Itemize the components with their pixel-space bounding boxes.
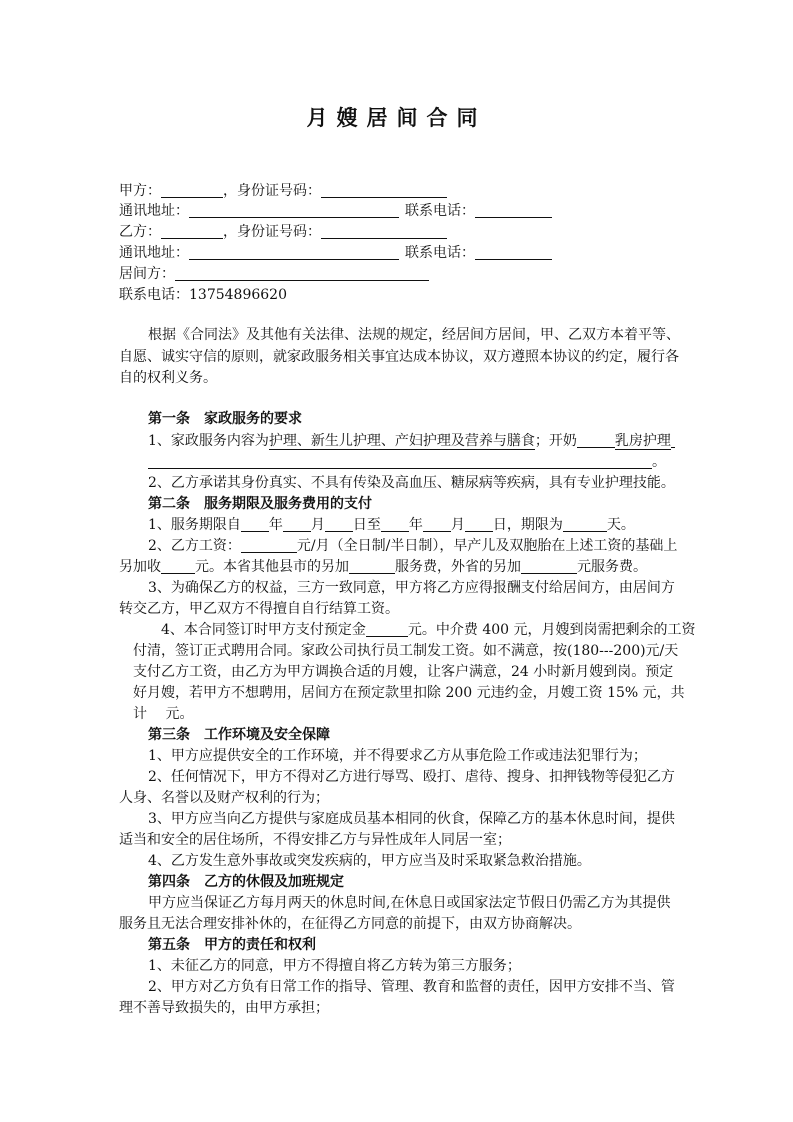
- article-1-item-2: 2、乙方承诺其身份真实、不具有传染及高血压、糖尿病等疾病，具有专业护理技能。: [148, 475, 675, 491]
- article-2-item-2-cont: 另加收 元。本省其他县市的另加 服务费，外省的另加 元服务费。: [119, 559, 647, 575]
- deposit-blank[interactable]: [366, 621, 408, 637]
- article-3-item-2-cont: 人身、名誉以及财产权利的行为；: [119, 790, 329, 806]
- party-a-address-blank[interactable]: [189, 202, 399, 218]
- party-b-id-blank[interactable]: [321, 223, 447, 239]
- article-1-item-1-cont: 。: [148, 452, 666, 473]
- party-a-address-line: 通讯地址： 联系电话：: [119, 201, 552, 222]
- article-3-item-1: 1、甲方应提供安全的工作环境，并不得要求乙方从事危险工作或违法犯罪行为；: [148, 748, 647, 764]
- article-1-item-1: 1、家政服务内容为护理、新生儿护理、产妇护理及营养与膳食；开奶 乳房护理: [148, 431, 675, 452]
- article-2-item-4-l4: 好月嫂，若甲方不想聘用，居间方在预定款里扣除 200 元违约金，月嫂工资 15% 元，共: [133, 685, 685, 701]
- article-3-item-2: 2、任何情况下，甲方不得对乙方进行辱骂、殴打、虐待、搜身、扣押钱物等侵犯乙方: [148, 769, 675, 785]
- article-3-item-3: 3、甲方应当向乙方提供与家庭成员基本相同的伙食，保障乙方的基本休息时间，提供: [148, 811, 675, 827]
- extra-service: 乳房护理: [614, 433, 671, 449]
- party-b-name-blank[interactable]: [161, 223, 223, 239]
- article-2-item-4: 4、本合同签订时甲方支付预定金 元。中介费 400 元，月嫂到岗需把剩余的工资: [161, 622, 696, 638]
- service-content: 护理、新生儿护理、产妇护理及营养与膳食: [268, 433, 535, 449]
- preamble-line-3: 自的权利义务。: [119, 370, 217, 386]
- article-3-heading: 第三条 工作环境及安全保障: [148, 727, 330, 743]
- article-3-item-3-cont: 适当和安全的居住场所，不得安排乙方与异性成年人同居一室；: [119, 832, 511, 848]
- party-a-id-blank[interactable]: [321, 182, 447, 198]
- intermediary-line: 居间方：: [119, 264, 429, 285]
- period-days-blank[interactable]: [563, 516, 607, 532]
- article-2-item-3-cont: 转交乙方，甲乙双方不得擅自自行结算工资。: [119, 601, 399, 617]
- intermediary-phone: 联系电话：13754896620: [119, 287, 287, 303]
- article-4-para: 甲方应当保证乙方每月两天的休息时间,在休息日或国家法定节假日仍需乙方为其提供: [148, 895, 671, 911]
- party-b-address-blank[interactable]: [189, 244, 399, 260]
- article-2-item-4-l5: 计 元。: [133, 706, 194, 722]
- article-1-heading: 第一条 家政服务的要求: [148, 411, 302, 427]
- article-5-item-2: 2、甲方对乙方负有日常工作的指导、管理、教育和监督的责任，因甲方安排不当、管: [148, 979, 675, 995]
- article-2-item-3: 3、为确保乙方的权益，三方一致同意，甲方将乙方应得报酬支付给居间方，由居间方: [148, 580, 675, 596]
- article-2-item-4-l2: 付清，签订正式聘用合同。家政公司执行员工制发工资。如不满意，按(180---200)元/天: [133, 643, 679, 659]
- document-title: 月嫂居间合同: [306, 105, 487, 130]
- article-5-item-2-cont: 理不善导致损失的，由甲方承担；: [119, 1000, 329, 1016]
- service-content-blank[interactable]: [148, 453, 652, 469]
- intermediary-name-blank[interactable]: [175, 265, 429, 281]
- party-a-name-blank[interactable]: [161, 182, 223, 198]
- article-2-item-4-l3: 支付乙方工资，由乙方为甲方调换合适的月嫂，让客户满意，24 小时新月嫂到岗。预定: [133, 664, 674, 680]
- preamble-line-2: 自愿、诚实守信的原则，就家政服务相关事宜达成本协议，双方遵照本协议的约定，履行各: [119, 349, 679, 365]
- article-2-item-1: 1、服务期限自 年 月 日至 年 月 日，期限为 天。: [148, 517, 635, 533]
- article-3-item-4: 4、乙方发生意外事故或突发疾病的，甲方应当及时采取紧急救治措施。: [148, 853, 591, 869]
- article-5-item-1: 1、未征乙方的同意，甲方不得擅自将乙方转为第三方服务；: [148, 958, 521, 974]
- article-2-heading: 第二条 服务期限及服务费用的支付: [148, 496, 372, 512]
- party-b-line: 乙方： ，身份证号码：: [119, 222, 447, 243]
- article-2-item-2: 2、乙方工资： 元/月（全日制/半日制），早产儿及双胞胎在上述工资的基础上: [148, 538, 678, 554]
- party-b-address-line: 通讯地址： 联系电话：: [119, 243, 552, 264]
- article-5-heading: 第五条 甲方的责任和权利: [148, 937, 316, 953]
- article-4-heading: 第四条 乙方的休假及加班规定: [148, 874, 344, 890]
- party-b-phone-blank[interactable]: [475, 244, 552, 260]
- preamble-line-1: 根据《合同法》及其他有关法律、法规的规定，经居间方居间，甲、乙双方本着平等、: [148, 327, 680, 343]
- party-a-phone-blank[interactable]: [475, 202, 552, 218]
- wage-blank[interactable]: [241, 537, 297, 553]
- article-4-para-cont: 服务且无法合理安排补休的，在征得乙方同意的前提下，由双方协商解决。: [119, 916, 581, 932]
- party-a-line: 甲方： ，身份证号码：: [119, 181, 447, 202]
